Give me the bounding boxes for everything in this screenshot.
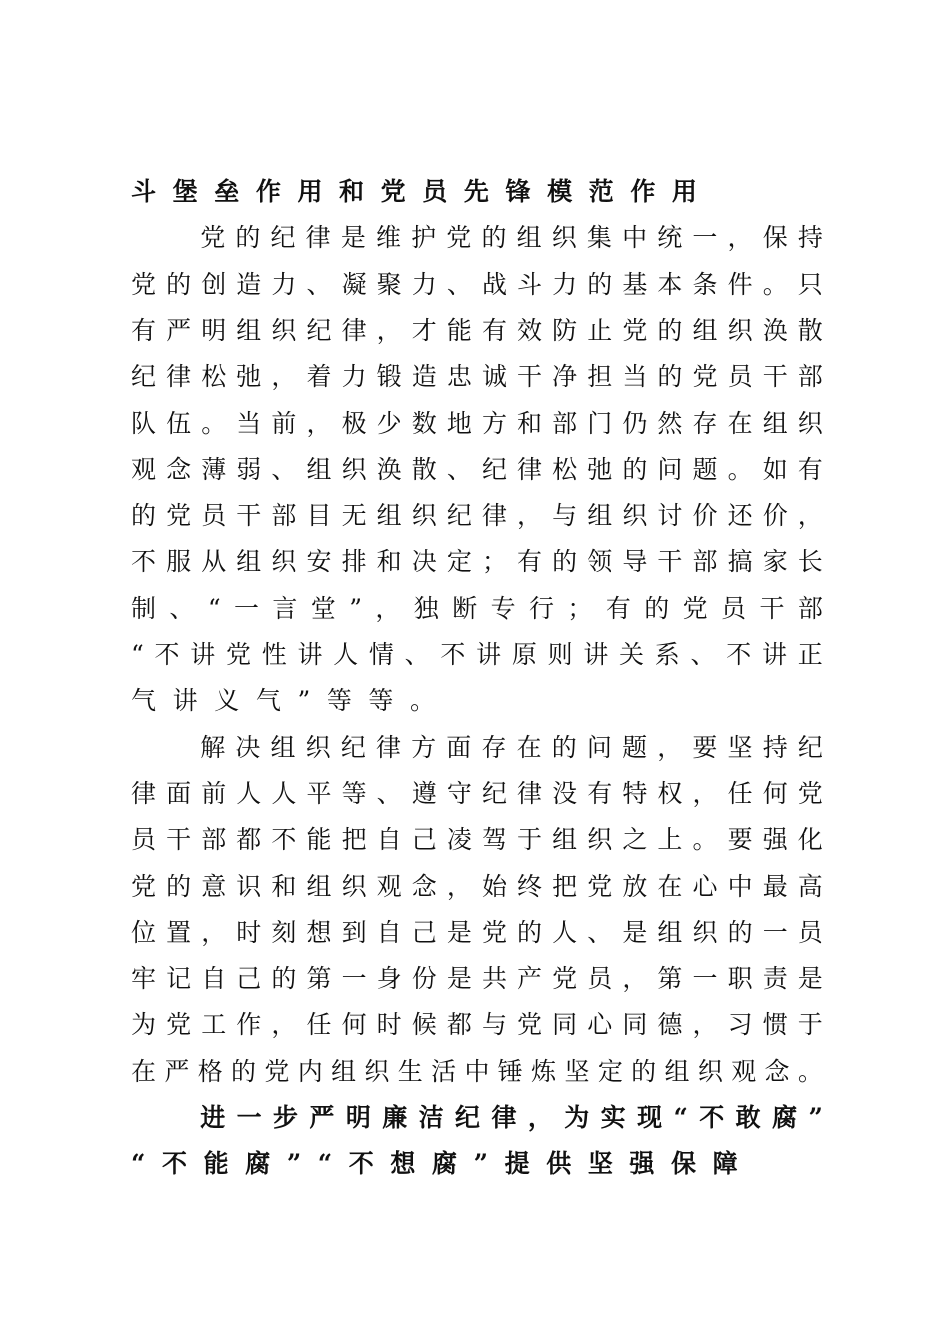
paragraph-1-line-7: 的 党 员 干 部 目 无 组 织 纪 律 ， 与 组 织 讨 价 还 价 ，	[131, 501, 823, 531]
paragraph-2-line-1: 解 决 组 织 纪 律 方 面 存 在 的 问 题 ， 要 坚 持 纪	[200, 732, 823, 762]
section-heading-line-1: 进 一 步 严 明 廉 洁 纪 律 ， 为 实 现 “ 不 敢 腐 ”	[200, 1103, 823, 1132]
paragraph-1-line-2: 党 的 创 造 力 、 凝 聚 力 、 战 斗 力 的 基 本 条 件 。 只	[131, 269, 823, 299]
section-heading-line-2: “ 不 能 腐 ” “ 不 想 腐 ” 提 供 坚 强 保 障	[131, 1149, 738, 1179]
paragraph-2-line-3: 员 干 部 都 不 能 把 自 己 凌 驾 于 组 织 之 上 。 要 强 化	[131, 825, 823, 855]
paragraph-1-line-6: 观 念 薄 弱 、 组 织 涣 散 、 纪 律 松 弛 的 问 题 。 如 有	[131, 454, 823, 484]
paragraph-1-line-3: 有 严 明 组 织 纪 律 ， 才 能 有 效 防 止 党 的 组 织 涣 散	[131, 315, 823, 345]
paragraph-1-line-8: 不 服 从 组 织 安 排 和 决 定 ； 有 的 领 导 干 部 搞 家 长	[131, 547, 823, 577]
paragraph-2-line-8: 在 严 格 的 党 内 组 织 生 活 中 锤 炼 坚 定 的 组 织 观 念 。	[131, 1056, 823, 1086]
paragraph-2-line-4: 党 的 意 识 和 组 织 观 念 ， 始 终 把 党 放 在 心 中 最 高	[131, 871, 823, 901]
paragraph-2-line-2: 律 面 前 人 人 平 等 、 遵 守 纪 律 没 有 特 权 ， 任 何 党	[131, 778, 823, 808]
paragraph-2-line-5: 位 置 ， 时 刻 想 到 自 己 是 党 的 人 、 是 组 织 的 一 员	[131, 917, 823, 947]
paragraph-1-line-10: “ 不 讲 党 性 讲 人 情 、 不 讲 原 则 讲 关 系 、 不 讲 正	[131, 640, 823, 669]
paragraph-1-line-11: 气 讲 义 气 ” 等 等 。	[131, 686, 436, 716]
paragraph-1-line-5: 队 伍 。 当 前 ， 极 少 数 地 方 和 部 门 仍 然 存 在 组 织	[131, 408, 823, 438]
continued-heading-line: 斗 堡 垒 作 用 和 党 员 先 锋 模 范 作 用	[131, 177, 697, 206]
paragraph-1-line-9: 制 、 “ 一 言 堂 ” ， 独 断 专 行 ； 有 的 党 员 干 部	[131, 593, 823, 623]
paragraph-2-line-7: 为 党 工 作 ， 任 何 时 候 都 与 党 同 心 同 德 ， 习 惯 于	[131, 1010, 823, 1040]
paragraph-1-line-1: 党 的 纪 律 是 维 护 党 的 组 织 集 中 统 一 ， 保 持	[200, 223, 823, 253]
paragraph-1-line-4: 纪 律 松 弛 ， 着 力 锻 造 忠 诚 干 净 担 当 的 党 员 干 部	[131, 362, 823, 392]
paragraph-2-line-6: 牢 记 自 己 的 第 一 身 份 是 共 产 党 员 ， 第 一 职 责 是	[131, 964, 823, 994]
